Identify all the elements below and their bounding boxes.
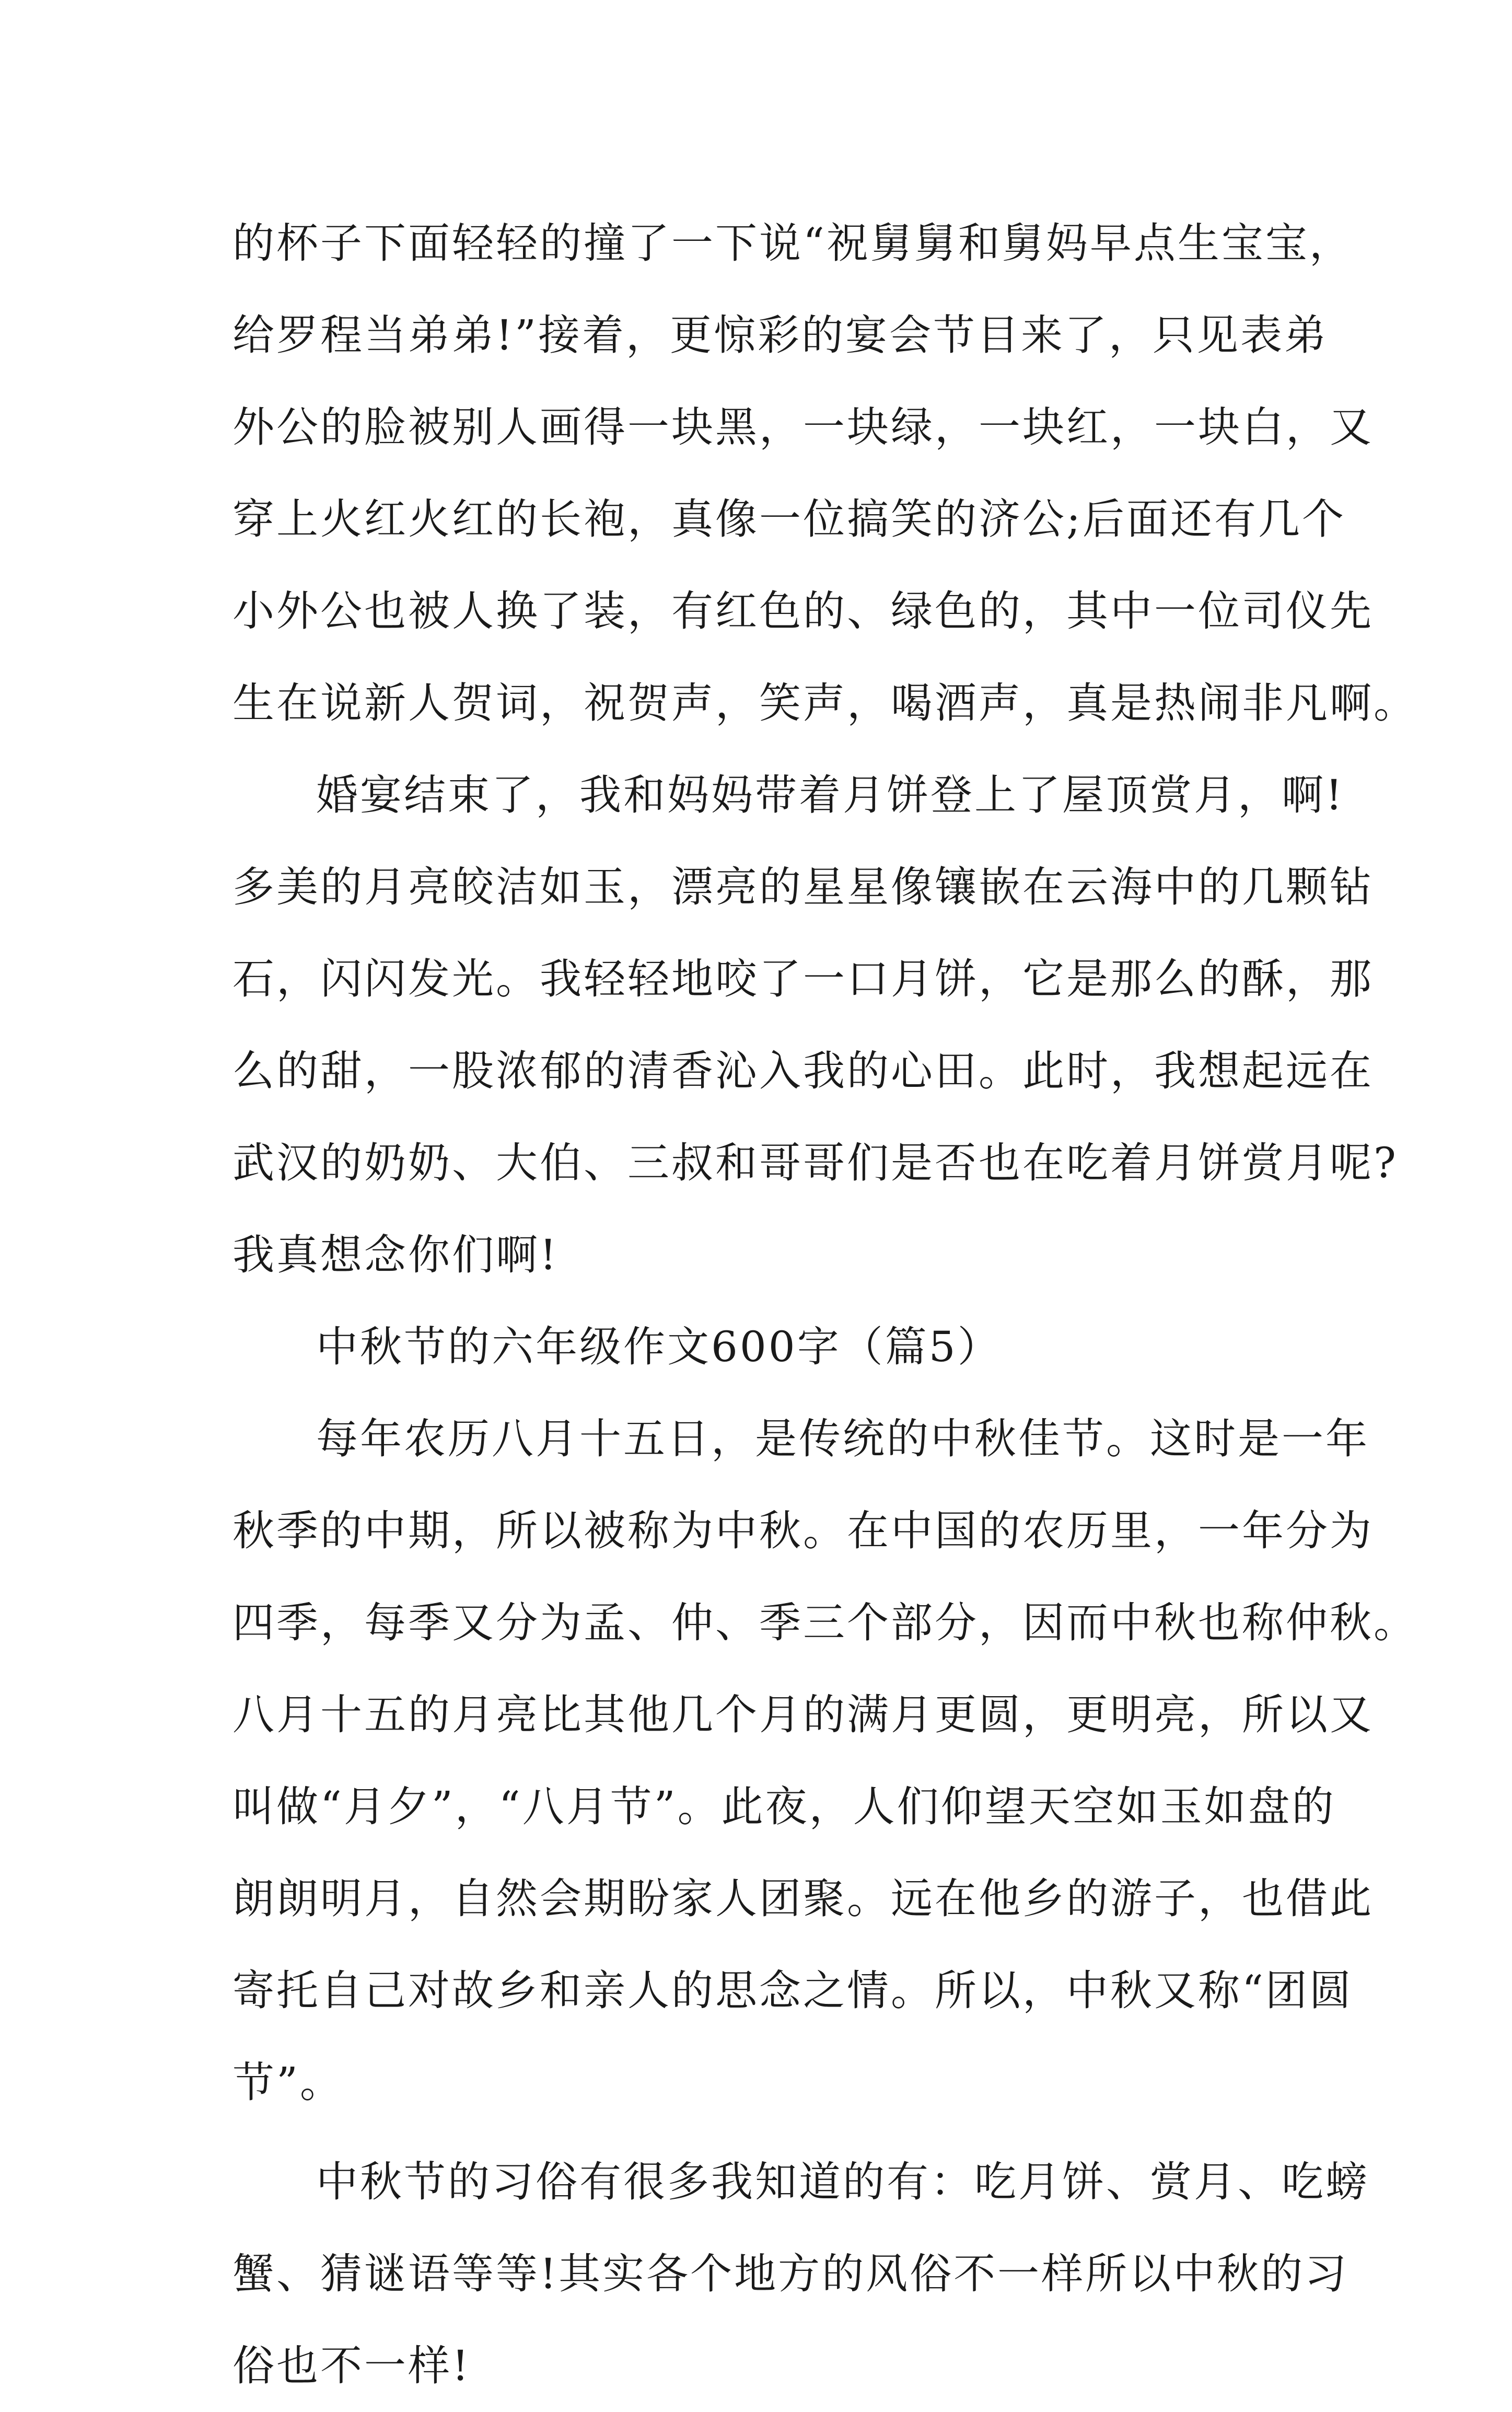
text-line: 小外公也被人换了装，有红色的、绿色的，其中一位司仪先	[232, 587, 1374, 635]
text-line: 婚宴结束了，我和妈妈带着月饼登上了屋顶赏月，啊!	[316, 771, 1345, 819]
text-line: 穿上火红火红的长袍，真像一位搞笑的济公;后面还有几个	[232, 495, 1346, 543]
text-line: 武汉的奶奶、大伯、三叔和哥哥们是否也在吃着月饼赏月呢?	[232, 1139, 1398, 1187]
paragraph-4	[232, 2136, 1369, 2412]
paragraph-1	[232, 198, 1417, 749]
text-line: 四季，每季又分为孟、仲、季三个部分，因而中秋也称仲秋。	[232, 1598, 1417, 1647]
text-line: 给罗程当弟弟!”接着，更惊彩的宴会节目来了，只见表弟	[232, 311, 1329, 360]
text-line: 寄托自己对故乡和亲人的思念之情。所以，中秋又称“团圆	[232, 1966, 1353, 2015]
text-line: 中秋节的习俗有很多我知道的有：吃月饼、赏月、吃螃	[316, 2158, 1369, 2206]
paragraph-2	[232, 749, 1398, 1301]
text-line: 节”。	[232, 2058, 344, 2107]
text-line: 外公的脸被别人画得一块黑，一块绿，一块红，一块白，又	[232, 403, 1374, 451]
section-heading	[232, 1301, 1288, 1393]
paragraph-3	[232, 1393, 1417, 2129]
text-line: 我真想念你们啊!	[232, 1231, 559, 1279]
text-line: 多美的月亮皎洁如玉，漂亮的星星像镶嵌在云海中的几颗钻	[232, 863, 1374, 911]
text-line: 八月十五的月亮比其他几个月的满月更圆，更明亮，所以又	[232, 1690, 1374, 1739]
document-body	[232, 198, 1417, 2412]
text-line: 石，闪闪发光。我轻轻地咬了一口月饼，它是那么的酥，那	[232, 955, 1374, 1003]
text-line: 每年农历八月十五日，是传统的中秋佳节。这时是一年	[316, 1414, 1369, 1463]
text-line: 的杯子下面轻轻的撞了一下说“祝舅舅和舅妈早点生宝宝，	[232, 219, 1353, 268]
text-line: 蟹、猜谜语等等!其实各个地方的风俗不一样所以中秋的习	[232, 2249, 1349, 2298]
text-line: 朗朗明月，自然会期盼家人团聚。远在他乡的游子，也借此	[232, 1874, 1374, 1923]
heading-text: 中秋节的六年级作文600字（篇5）	[316, 1323, 1002, 1371]
text-line: 生在说新人贺词，祝贺声，笑声，喝酒声，真是热闹非凡啊。	[232, 679, 1417, 727]
text-line: 秋季的中期，所以被称为中秋。在中国的农历里，一年分为	[232, 1506, 1374, 1555]
text-line: 俗也不一样!	[232, 2341, 471, 2390]
text-line: 叫做“月夕”，“八月节”。此夜，人们仰望天空如玉如盘的	[232, 1782, 1336, 1831]
text-line: 么的甜，一股浓郁的清香沁入我的心田。此时，我想起远在	[232, 1047, 1374, 1095]
